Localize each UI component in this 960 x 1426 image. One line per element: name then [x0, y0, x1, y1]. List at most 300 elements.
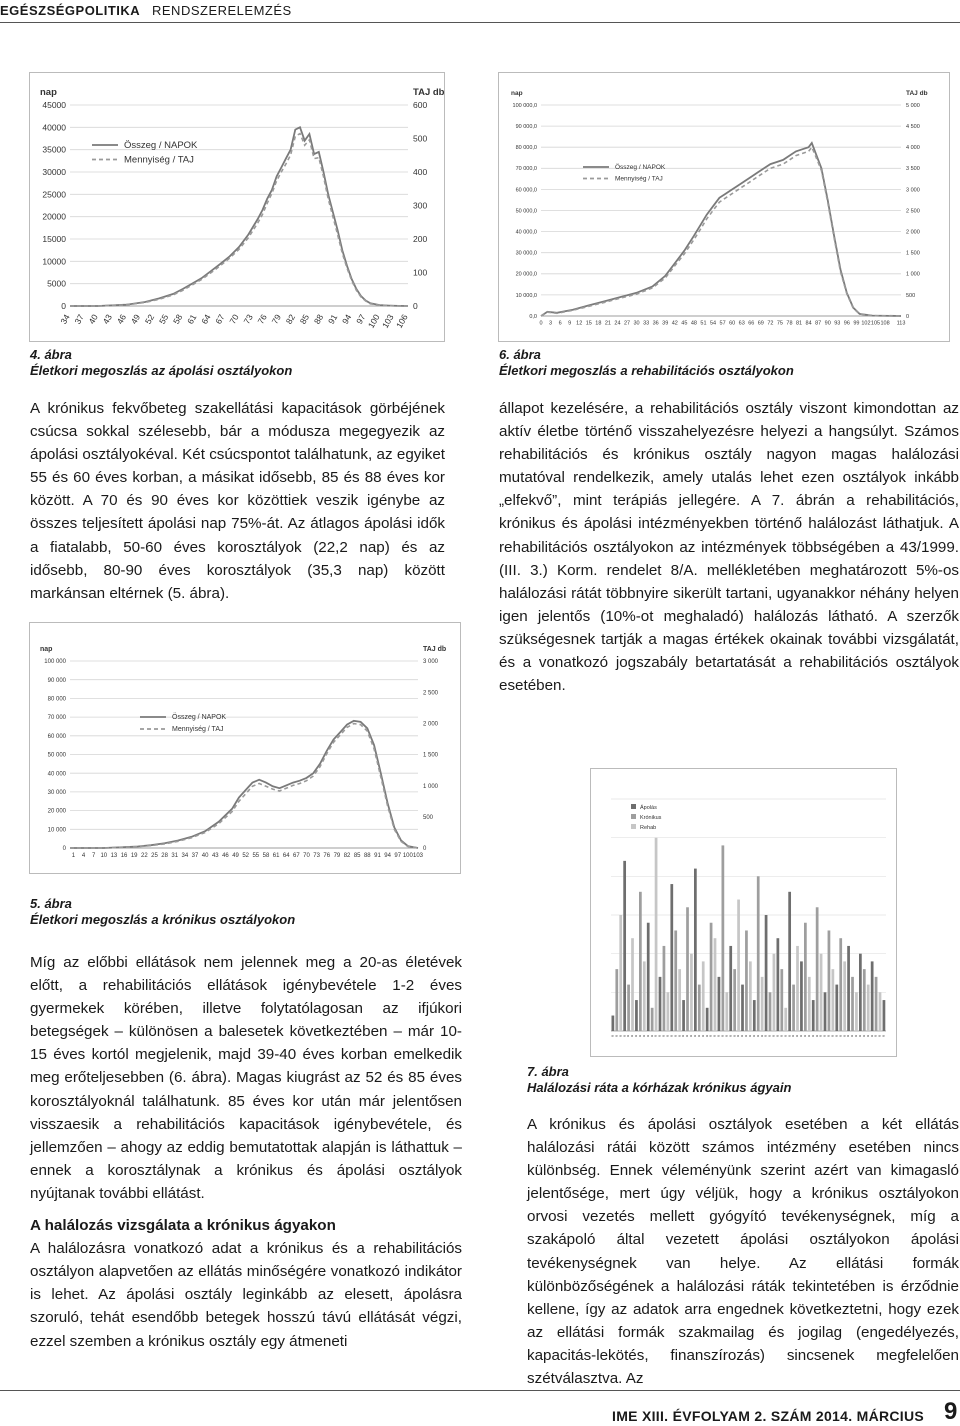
- x-tick-label: x: [672, 1035, 678, 1037]
- legend-label: Mennyiség / TAJ: [615, 175, 663, 183]
- figure-6-number: 6. ábra: [499, 347, 541, 362]
- x-tick-label: x: [817, 1035, 823, 1037]
- x-tick-label: 42: [671, 320, 678, 327]
- figure-7-chart: [590, 768, 897, 1057]
- figure-6-chart: [498, 72, 950, 342]
- y2-tick-label: 500: [906, 292, 916, 299]
- paragraph: A krónikus fekvőbeteg szakellátási kapacitások görbéjének csúcsa sokkal szélesebb, bár a módusza megegyezik az ápolási osztályokéval. Két csúcspontot találhatunk, az egyiket 55 és 60 éves korban, a másikat idősebb, 85 és 88 éves kor között. A 70 és 90 éves kor közöttiek veszik igénybe az összes teljesített ápolási nap 75%-át. Az átlagos ápolási idők a fiatalabb, 50-60 éves korosztályok (22,2 nap) és az idősebb, 80-90 éves korosztályok (35,3 nap) között markánsan eltérnek (5. ábra).: [30, 400, 445, 602]
- figure-7-svg: [591, 769, 896, 1056]
- x-tick-label: 52: [242, 853, 250, 859]
- bar: [855, 992, 858, 1031]
- bar: [655, 838, 658, 1031]
- x-tick-label: 79: [333, 853, 341, 859]
- y-tick-label: 20 000,0: [515, 271, 537, 278]
- x-tick-label: 3: [549, 320, 553, 327]
- bar: [659, 977, 662, 1031]
- x-tick-label: x: [609, 1035, 615, 1037]
- figure-5-caption: [30, 896, 295, 928]
- x-tick-label: 85: [353, 853, 361, 859]
- x-tick-label: x: [636, 1035, 642, 1037]
- x-tick-label: 81: [795, 320, 803, 327]
- x-tick-label: 16: [120, 853, 128, 859]
- x-tick-label: 103: [379, 312, 396, 330]
- y-axis-label: nap: [511, 90, 523, 97]
- x-tick-label: 99: [853, 320, 860, 327]
- x-tick-label: 40: [201, 853, 209, 859]
- y-tick-label: 10 000: [47, 827, 66, 834]
- right-column-text-1: [499, 397, 959, 697]
- x-tick-label: 33: [643, 320, 650, 327]
- x-tick-label: 55: [156, 312, 171, 326]
- x-tick-label: 100: [402, 853, 413, 859]
- x-tick-label: x: [719, 1035, 725, 1037]
- x-tick-label: 67: [293, 853, 300, 859]
- y-tick-label: 60 000: [47, 733, 66, 740]
- y-tick-label: 20000: [42, 211, 66, 222]
- x-tick-label: x: [853, 1035, 859, 1037]
- x-tick-label: x: [778, 1035, 784, 1037]
- x-tick-label: 13: [110, 853, 118, 859]
- y-axis-label: nap: [40, 87, 57, 98]
- bar: [737, 900, 740, 1031]
- x-tick-label: x: [849, 1035, 855, 1037]
- x-tick-label: 113: [896, 320, 906, 327]
- x-tick-label: 39: [662, 320, 669, 327]
- x-tick-label: 34: [181, 853, 189, 859]
- y-tick-label: 100 000,0: [512, 102, 537, 109]
- x-tick-label: 105: [870, 320, 881, 327]
- series-line-1: [541, 143, 901, 316]
- bar: [690, 954, 693, 1031]
- x-tick-label: x: [754, 1035, 760, 1037]
- x-tick-label: 91: [325, 312, 340, 326]
- bar: [686, 907, 689, 1031]
- y2-tick-label: 2 500: [423, 690, 439, 697]
- x-tick-label: x: [648, 1035, 654, 1037]
- x-tick-label: x: [644, 1035, 650, 1037]
- y2-axis-label: TAJ db: [413, 87, 444, 98]
- legend-label: Rehab: [640, 825, 657, 831]
- x-tick-label: 67: [213, 312, 227, 326]
- bar: [784, 1008, 787, 1031]
- x-tick-label: 75: [776, 320, 784, 327]
- x-tick-label: 54: [709, 320, 717, 327]
- x-tick-label: 100: [365, 312, 382, 330]
- bar: [725, 992, 728, 1031]
- legend-label: Ápolás: [640, 805, 657, 811]
- x-tick-label: x: [640, 1035, 646, 1037]
- y-tick-label: 90 000: [47, 677, 66, 684]
- y2-tick-label: 200: [413, 233, 428, 244]
- bar: [804, 923, 807, 1031]
- x-tick-label: x: [750, 1035, 756, 1037]
- bar: [694, 869, 697, 1031]
- page-header: [0, 0, 960, 22]
- x-tick-label: 10: [100, 853, 108, 859]
- x-tick-label: 15: [585, 320, 592, 327]
- y-tick-label: 0: [62, 846, 66, 853]
- bar: [859, 954, 862, 1031]
- y-tick-label: 90 000,0: [515, 124, 537, 131]
- bar: [867, 985, 870, 1031]
- y-tick-label: 0,0: [529, 313, 537, 320]
- x-tick-label: 103: [412, 853, 424, 859]
- x-tick-label: 78: [786, 320, 793, 327]
- x-tick-label: x: [856, 1035, 862, 1037]
- x-tick-label: x: [684, 1035, 690, 1037]
- x-tick-label: 61: [185, 312, 199, 326]
- x-tick-label: 94: [384, 853, 391, 859]
- x-tick-label: x: [664, 1035, 670, 1037]
- y2-tick-label: 600: [413, 99, 428, 110]
- x-tick-label: x: [762, 1035, 768, 1037]
- x-tick-label: 79: [269, 312, 283, 326]
- y2-tick-label: 3 000: [906, 187, 920, 194]
- x-tick-label: x: [703, 1035, 709, 1037]
- x-tick-label: 85: [297, 312, 312, 326]
- x-tick-label: x: [813, 1035, 819, 1037]
- figure-4-chart: [29, 72, 445, 342]
- x-tick-label: 87: [815, 320, 822, 327]
- x-tick-label: 58: [262, 853, 270, 859]
- legend-swatch: [631, 814, 636, 819]
- y-tick-label: 50 000,0: [515, 208, 537, 215]
- x-tick-label: 70: [303, 853, 310, 859]
- bar: [808, 977, 811, 1031]
- bar: [651, 1008, 654, 1031]
- x-tick-label: 57: [719, 320, 726, 327]
- x-tick-label: x: [782, 1035, 788, 1037]
- x-tick-label: 28: [161, 853, 168, 859]
- x-tick-label: x: [676, 1035, 682, 1037]
- y-tick-label: 10 000,0: [515, 292, 537, 299]
- bar: [612, 1016, 615, 1031]
- y2-axis-label: TAJ db: [906, 90, 928, 97]
- bar: [702, 961, 705, 1031]
- x-tick-label: 7: [91, 853, 96, 859]
- x-tick-label: x: [617, 1035, 623, 1037]
- x-tick-label: 12: [576, 320, 583, 327]
- x-tick-label: x: [613, 1035, 619, 1037]
- y2-tick-label: 100: [413, 267, 428, 278]
- bar: [761, 977, 764, 1031]
- bar: [714, 938, 717, 1031]
- x-tick-label: 60: [729, 320, 736, 327]
- figure-7-caption: [527, 1064, 791, 1096]
- y2-tick-label: 5 000: [906, 102, 920, 109]
- bar: [749, 961, 752, 1031]
- bar: [820, 954, 823, 1031]
- subsection-title: RENDSZERELEMZÉS: [152, 3, 292, 18]
- x-tick-label: 93: [834, 320, 841, 327]
- bar: [627, 985, 630, 1031]
- x-tick-label: x: [845, 1035, 851, 1037]
- x-tick-label: x: [876, 1035, 882, 1037]
- y2-tick-label: 0: [423, 846, 427, 853]
- y2-tick-label: 300: [413, 200, 428, 211]
- x-tick-label: x: [629, 1035, 635, 1037]
- y-tick-label: 15000: [42, 233, 66, 244]
- bar: [643, 961, 646, 1031]
- x-tick-label: 51: [700, 320, 707, 327]
- x-tick-label: x: [621, 1035, 627, 1037]
- x-tick-label: 63: [738, 320, 745, 327]
- x-tick-label: x: [656, 1035, 662, 1037]
- x-tick-label: x: [821, 1035, 827, 1037]
- x-tick-label: x: [633, 1035, 639, 1037]
- x-tick-label: x: [770, 1035, 776, 1037]
- paragraph: állapot kezelésére, a rehabilitációs osztály viszont kimondottan az aktív életbe történő visszahelyezésre helyezi a hangsúlyt. Számos rehabilitációs és krónikus osztály nagyon magas halálozási mutatóval rendelkezik, amely utalás lehet ezen osztályok inkább „elfekvő”, mint terápiás jellegére. A 7. ábrán a rehabilitációs, krónikus és ápolási intézményekben történő halálozást láthatjuk. A rehabilitációs osztályokon az intézmények többségében a 43/1999. (III. 3.) Korm. rendelet 8/A. mellékletében meghatározott 5%-os halálozási rátát többnyire sikerült tartani, ugyanakkor néhány helyen igen jelentős (10%-ot meghaladó) halálozás látható. A szerzők szükségesnek tartják a magas értékek okainak további vizsgálatát, és a vonatkozó jogszabály betartatását a rehabilitációs osztályok esetében.: [499, 400, 959, 695]
- x-tick-label: x: [790, 1035, 796, 1037]
- bar: [796, 946, 799, 1031]
- y2-tick-label: 1 500: [906, 250, 920, 257]
- x-tick-label: 27: [623, 320, 631, 327]
- x-tick-label: x: [872, 1035, 878, 1037]
- x-tick-label: x: [825, 1035, 831, 1037]
- figure-4-number: 4. ábra: [30, 347, 72, 362]
- figure-6-title: Életkori megoszlás a rehabilitációs osztályokon: [499, 363, 794, 378]
- x-tick-label: 64: [199, 312, 213, 326]
- x-tick-label: x: [758, 1035, 764, 1037]
- bar: [623, 861, 626, 1031]
- legend-label: Mennyiség / TAJ: [172, 726, 224, 734]
- x-tick-label: 106: [393, 312, 410, 330]
- bar: [792, 985, 795, 1031]
- y-axis-label: nap: [40, 646, 53, 653]
- y2-tick-label: 400: [413, 166, 428, 177]
- bar: [835, 985, 838, 1031]
- bar: [670, 884, 673, 1031]
- y-tick-label: 20 000: [47, 808, 66, 815]
- y-tick-label: 70 000,0: [515, 166, 537, 173]
- y2-tick-label: 1 000: [423, 783, 439, 790]
- x-tick-label: x: [735, 1035, 741, 1037]
- bar: [753, 1000, 756, 1031]
- x-tick-label: 88: [363, 853, 371, 859]
- x-tick-label: 72: [767, 320, 774, 327]
- bar: [780, 969, 783, 1031]
- series-line-2: [70, 134, 408, 306]
- x-tick-label: 25: [151, 853, 158, 859]
- y2-tick-label: 1 000: [906, 271, 920, 278]
- section-heading: A halálozás vizsgálata a krónikus ágyakon: [30, 1217, 336, 1235]
- y2-axis-label: TAJ db: [423, 646, 447, 653]
- bar: [773, 954, 776, 1031]
- y2-tick-label: 4 000: [906, 145, 920, 152]
- x-tick-label: x: [880, 1035, 886, 1037]
- y-tick-label: 30000: [42, 166, 66, 177]
- paragraph: Míg az előbbi ellátások nem jelennek meg a 20-as életévek előtt, a rehabilitációs ellátások igénybevétele 1-2 éves gyermekek körében, illetve folytatólagosan az ifjúkori betegségek – különösen a balesetek következtében – már 10-15 éves kortól megjelenik, majd 39-40 éves korban emelkedik meg erőteljesebben (6. ábra). Magas kiugrást az 52 és 85 éves korosztályoknál találhatunk. 85 éves kor után már jelentősen visszaesik a rehabilitációs kapacitások igénybevétele, és jellemzően – ahogy az eddig bemutatottak alapján is láthattuk – ennek a korosztálynak a krónikus és ápolási osztályok nyújtanak további ellátást.: [30, 954, 462, 1202]
- x-tick-label: 73: [313, 853, 320, 859]
- y-tick-label: 100 000: [44, 659, 66, 666]
- x-tick-label: x: [691, 1035, 697, 1037]
- legend-swatch: [631, 804, 636, 809]
- bar: [863, 969, 866, 1031]
- section-title: EGÉSZSÉGPOLITIKA: [0, 3, 141, 18]
- right-column-text-2: [527, 1113, 959, 1390]
- left-column-text-1: [30, 397, 445, 605]
- x-tick-label: x: [786, 1035, 792, 1037]
- y2-tick-label: 2 000: [906, 229, 920, 236]
- paragraph: A halálozásra vonatkozó adat a krónikus és a rehabilitációs osztályon alapvetően az ellátás minőségére vonatkozó indikátor is lehet. Az ápolási osztály leginkább az elesett, ápolásra szoruló, tehát esendőbb betegek hosszú távú ellátását végzi, ezzel szemben a krónikus osztály egy átmeneti: [30, 1240, 462, 1350]
- paragraph: A krónikus és ápolási osztályok esetében a két ellátás halálozási rátái között számos intézmény esetében nincs különbség. Ennek véleményünk szerint azért van kimagasló jelentősége, mert úgy véljük, hogy a krónikus osztályokon orvosi vezetés mellett gyógyító tevékenységnek, míg a szakápoló által vezetett ápolási osztályokon ápolási tevékenységnek van helye. Az ellátási formák különbözőségének a halálozási ráták tekintetében is érződnie kellene, így az adatok arra engednek következtetni, hogy ezek az ellátási formák szakmailag és jogilag (engedélyezés, kapacitás-lekötés, finanszírozás) sincsenek megfelelően szétválasztva. Az: [527, 1116, 959, 1388]
- bar: [667, 992, 670, 1031]
- bar: [839, 938, 842, 1031]
- y2-tick-label: 0: [906, 313, 910, 320]
- y2-tick-label: 2 500: [906, 208, 920, 215]
- x-tick-label: x: [727, 1035, 733, 1037]
- x-tick-label: 37: [191, 853, 199, 859]
- x-tick-label: 43: [211, 853, 219, 859]
- x-tick-label: 48: [690, 320, 697, 327]
- x-tick-label: 40: [86, 312, 100, 326]
- y-tick-label: 80 000,0: [515, 145, 537, 152]
- x-tick-label: 4: [81, 853, 86, 859]
- x-tick-label: 46: [222, 853, 229, 859]
- y2-tick-label: 1 500: [423, 752, 439, 759]
- bar: [647, 923, 650, 1031]
- x-tick-label: 49: [232, 853, 239, 859]
- figure-4-title: Életkori megoszlás az ápolási osztályokon: [30, 363, 293, 378]
- x-tick-label: x: [798, 1035, 804, 1037]
- bar: [635, 1000, 638, 1031]
- bar: [615, 969, 618, 1031]
- bar: [879, 992, 882, 1031]
- bar: [698, 985, 701, 1031]
- bar: [871, 961, 874, 1031]
- figure-4-svg: [30, 73, 444, 341]
- x-tick-label: 43: [100, 312, 114, 326]
- x-tick-label: 58: [171, 312, 185, 326]
- x-tick-label: 66: [748, 320, 755, 327]
- figure-6-svg: [499, 73, 949, 341]
- x-tick-label: x: [680, 1035, 686, 1037]
- x-tick-label: x: [715, 1035, 721, 1037]
- y2-tick-label: 0: [413, 300, 418, 311]
- x-tick-label: x: [794, 1035, 800, 1037]
- bar: [828, 930, 831, 1031]
- y-tick-label: 40 000,0: [515, 229, 537, 236]
- bar: [619, 915, 622, 1031]
- x-tick-label: 21: [604, 320, 611, 327]
- x-tick-label: 1: [71, 853, 76, 859]
- legend-label: Krónikus: [640, 815, 662, 821]
- y-tick-label: 25000: [42, 189, 66, 200]
- y-tick-label: 0: [61, 300, 66, 311]
- x-tick-label: 76: [255, 312, 269, 326]
- figure-5-svg: [30, 623, 460, 873]
- figure-7-title: Halálozási ráta a kórházak krónikus ágyain: [527, 1080, 792, 1095]
- y2-tick-label: 3 000: [423, 659, 439, 666]
- page-number: 9: [944, 1398, 958, 1425]
- bar: [765, 915, 768, 1031]
- x-tick-label: 22: [140, 853, 148, 859]
- x-tick-label: 73: [241, 312, 255, 326]
- legend-label: Összeg / NAPOK: [124, 139, 198, 151]
- x-tick-label: 0: [539, 320, 543, 327]
- y-tick-label: 60 000,0: [515, 187, 537, 194]
- x-tick-label: x: [805, 1035, 811, 1037]
- x-tick-label: 18: [595, 320, 602, 327]
- y-tick-label: 50 000: [47, 752, 66, 759]
- bar: [722, 845, 725, 1031]
- x-tick-label: 97: [354, 312, 368, 326]
- x-tick-label: x: [739, 1035, 745, 1037]
- bar: [741, 985, 744, 1031]
- x-tick-label: 84: [805, 320, 812, 327]
- bar: [718, 977, 721, 1031]
- bar: [706, 1008, 709, 1031]
- x-tick-label: 90: [824, 320, 831, 327]
- figure-4-caption: [30, 347, 292, 379]
- y2-tick-label: 3 500: [906, 166, 920, 173]
- x-tick-label: x: [743, 1035, 749, 1037]
- x-tick-label: x: [668, 1035, 674, 1037]
- x-tick-label: x: [841, 1035, 847, 1037]
- y-tick-label: 5000: [47, 278, 66, 289]
- header-rule: [0, 22, 960, 23]
- x-tick-label: 64: [282, 853, 290, 859]
- x-tick-label: 70: [227, 312, 241, 326]
- x-tick-label: 91: [374, 853, 381, 859]
- x-tick-label: x: [864, 1035, 870, 1037]
- legend-label: Összeg / NAPOK: [172, 714, 227, 722]
- x-tick-label: x: [746, 1035, 752, 1037]
- y-tick-label: 30 000,0: [515, 250, 537, 257]
- left-column-text-2: [30, 951, 462, 1353]
- figure-5-chart: [29, 622, 461, 874]
- x-tick-label: x: [833, 1035, 839, 1037]
- x-tick-label: 97: [394, 853, 402, 859]
- bar: [851, 977, 854, 1031]
- x-tick-label: 96: [843, 320, 850, 327]
- x-tick-label: 30: [633, 320, 640, 327]
- bar: [729, 946, 732, 1031]
- publication-info: IME XIII. ÉVFOLYAM 2. SZÁM 2014. MÁRCIUS: [612, 1408, 925, 1424]
- x-tick-label: x: [707, 1035, 713, 1037]
- x-tick-label: 31: [171, 853, 179, 859]
- x-tick-label: x: [829, 1035, 835, 1037]
- x-tick-label: x: [731, 1035, 737, 1037]
- x-tick-label: 37: [72, 312, 86, 326]
- bar: [883, 1000, 886, 1031]
- x-tick-label: 61: [272, 853, 280, 859]
- y-tick-label: 45000: [42, 99, 66, 110]
- x-tick-label: 82: [283, 312, 298, 326]
- bar: [745, 930, 748, 1031]
- x-tick-label: 108: [880, 320, 890, 327]
- bar: [639, 892, 642, 1031]
- x-tick-label: x: [774, 1035, 780, 1037]
- bar: [777, 938, 780, 1031]
- x-tick-label: x: [837, 1035, 843, 1037]
- x-tick-label: 46: [114, 312, 129, 326]
- x-tick-label: x: [860, 1035, 866, 1037]
- bar: [847, 946, 850, 1031]
- legend-swatch: [631, 824, 636, 829]
- y2-tick-label: 500: [423, 814, 434, 821]
- bar: [875, 977, 878, 1031]
- figure-7-number: 7. ábra: [527, 1064, 569, 1079]
- x-tick-label: x: [809, 1035, 815, 1037]
- bar: [824, 992, 827, 1031]
- x-tick-label: x: [625, 1035, 631, 1037]
- footer-rule: [0, 1390, 960, 1391]
- x-tick-label: 88: [311, 312, 326, 326]
- figure-5-number: 5. ábra: [30, 896, 72, 911]
- bar: [733, 969, 736, 1031]
- x-tick-label: 94: [340, 312, 354, 326]
